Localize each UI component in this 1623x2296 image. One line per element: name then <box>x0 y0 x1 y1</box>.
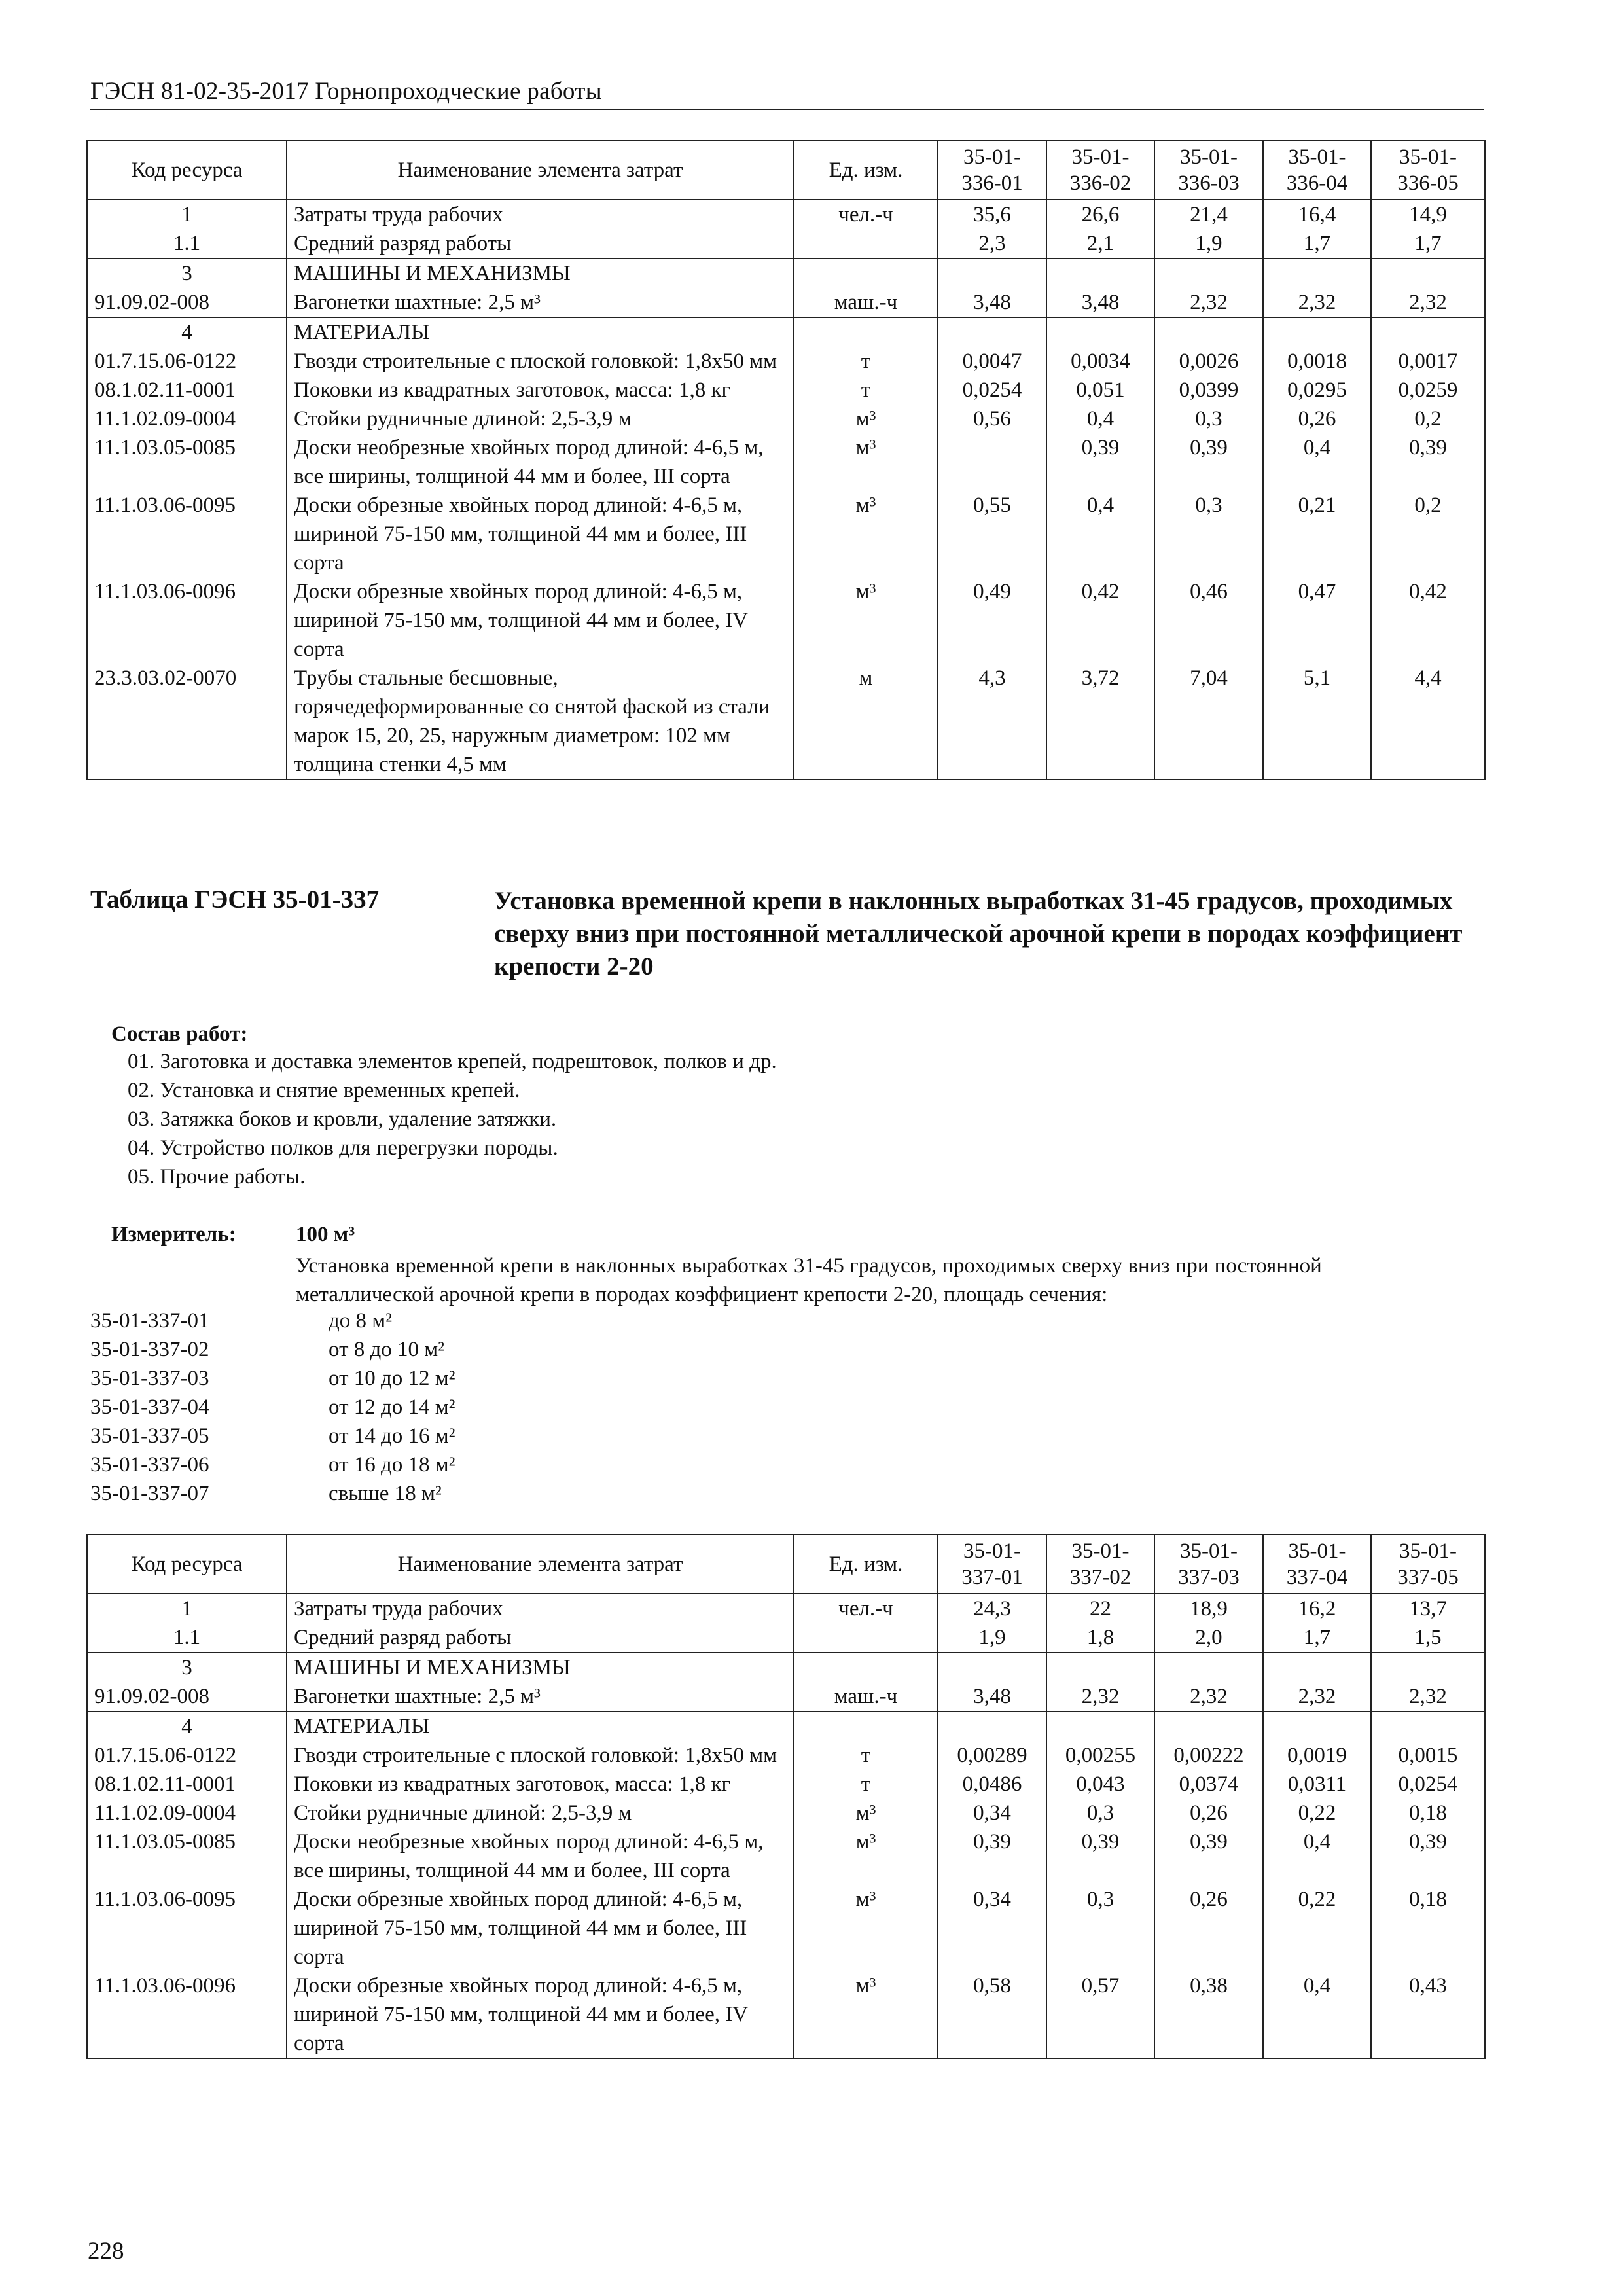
cell-value: 0,34 <box>938 1799 1046 1827</box>
cell-value: 0,34 <box>938 1885 1046 1971</box>
cell-value: 0,42 <box>1046 577 1154 664</box>
cell-value: 0,0311 <box>1263 1770 1371 1799</box>
cell-value: 0,0399 <box>1154 376 1263 404</box>
measure-value: 100 м³ <box>296 1223 355 1246</box>
cell-value <box>938 1712 1046 1741</box>
work-composition-heading: Состав работ: <box>111 1022 248 1046</box>
cell-value: 1,7 <box>1263 1623 1371 1653</box>
cell-value: 3,48 <box>938 1682 1046 1712</box>
table-row <box>87 1623 1485 1653</box>
cell-unit: м³ <box>794 1971 938 2058</box>
cell-value: 0,39 <box>938 1827 1046 1885</box>
col-header-variant: 35-01- 337-04 <box>1263 1535 1371 1594</box>
cell-value <box>938 1653 1046 1682</box>
col-header-variant: 35-01- 337-01 <box>938 1535 1046 1594</box>
cell-value: 2,32 <box>1371 288 1485 317</box>
cell-unit: маш.-ч <box>794 1682 938 1712</box>
cell-value: 1,5 <box>1371 1623 1485 1653</box>
cell-name: Стойки рудничные длиной: 2,5-3,9 м <box>287 404 794 433</box>
work-item: 02. Установка и снятие временных крепей. <box>128 1079 520 1102</box>
cell-value: 4,4 <box>1371 664 1485 780</box>
cell-unit: м³ <box>794 1827 938 1885</box>
cell-value: 0,0486 <box>938 1770 1046 1799</box>
cell-value <box>1154 1653 1263 1682</box>
table-row <box>87 229 1485 259</box>
table-body-336 <box>87 200 1485 780</box>
cell-value: 2,32 <box>1046 1682 1154 1712</box>
cell-value: 0,39 <box>1046 1827 1154 1885</box>
col-header-variant: 35-01- 337-03 <box>1154 1535 1263 1594</box>
table-row <box>87 288 1485 317</box>
col-header-name: Наименование элемента затрат <box>287 1535 794 1594</box>
table-row <box>87 1770 1485 1799</box>
cell-value: 0,3 <box>1046 1799 1154 1827</box>
cell-value: 0,0047 <box>938 347 1046 376</box>
cell-code: 4 <box>87 317 287 347</box>
cell-unit <box>794 1623 938 1653</box>
cell-value: 0,22 <box>1263 1799 1371 1827</box>
cell-name: МАТЕРИАЛЫ <box>287 317 794 347</box>
cell-value: 14,9 <box>1371 200 1485 229</box>
cell-code: 1.1 <box>87 1623 287 1653</box>
cell-code: 01.7.15.06-0122 <box>87 1741 287 1770</box>
cell-code: 23.3.03.02-0070 <box>87 664 287 780</box>
cell-unit: м³ <box>794 404 938 433</box>
cell-name: МАШИНЫ И МЕХАНИЗМЫ <box>287 1653 794 1682</box>
table-row <box>87 404 1485 433</box>
cell-name: Трубы стальные бесшовные, горячедеформированные со снятой фаской из стали марок 15, 20, 25, наружным диаметром: 102 мм толщина стенки 4,5 мм <box>287 664 794 780</box>
table-body-337 <box>87 1594 1485 2058</box>
cell-value: 18,9 <box>1154 1594 1263 1623</box>
table-row <box>87 1885 1485 1971</box>
table-row <box>87 1653 1485 1682</box>
col-header-name: Наименование элемента затрат <box>287 141 794 200</box>
cell-unit: т <box>794 1741 938 1770</box>
col-header-variant: 35-01- 337-02 <box>1046 1535 1154 1594</box>
cell-value: 0,39 <box>1371 433 1485 491</box>
cell-unit: м³ <box>794 433 938 491</box>
measure-description: Установка временной крепи в наклонных выработках 31-45 градусов, проходимых сверху вниз при постоянной металлической арочной крепи в породах коэффициент крепости 2-20, площадь сечения: <box>296 1254 1322 1306</box>
cell-value: 0,43 <box>1371 1971 1485 2058</box>
variant-area: свыше 18 м² <box>329 1482 442 1505</box>
table-header-row <box>87 1535 1485 1594</box>
col-header-unit: Ед. изм. <box>794 1535 938 1594</box>
table-row <box>87 664 1485 780</box>
table-row <box>87 433 1485 491</box>
cell-value: 0,26 <box>1263 404 1371 433</box>
col-header-variant: 35-01- 336-01 <box>938 141 1046 200</box>
cell-value: 0,0019 <box>1263 1741 1371 1770</box>
cell-value: 0,051 <box>1046 376 1154 404</box>
cell-value: 0,58 <box>938 1971 1046 2058</box>
cell-value: 2,1 <box>1046 229 1154 259</box>
col-header-variant: 35-01- 336-03 <box>1154 141 1263 200</box>
cell-value <box>938 317 1046 347</box>
cell-unit: т <box>794 347 938 376</box>
cell-name: Доски обрезные хвойных пород длиной: 4-6,5 м, шириной 75-150 мм, толщиной 44 мм и более, IV сорта <box>287 1971 794 2058</box>
cell-name: Затраты труда рабочих <box>287 1594 794 1623</box>
cell-name: Стойки рудничные длиной: 2,5-3,9 м <box>287 1799 794 1827</box>
cell-name: Доски обрезные хвойных пород длиной: 4-6,5 м, шириной 75-150 мм, толщиной 44 мм и более, IV сорта <box>287 577 794 664</box>
col-header-code: Код ресурса <box>87 141 287 200</box>
cell-value <box>1154 259 1263 288</box>
table-row <box>87 347 1485 376</box>
col-header-variant: 35-01- 336-02 <box>1046 141 1154 200</box>
cell-value: 0,00289 <box>938 1741 1046 1770</box>
cell-unit <box>794 229 938 259</box>
cell-value: 0,3 <box>1154 404 1263 433</box>
header-rule <box>90 109 1484 110</box>
cell-name: МАТЕРИАЛЫ <box>287 1712 794 1741</box>
cell-value: 5,1 <box>1263 664 1371 780</box>
cell-value: 0,42 <box>1371 577 1485 664</box>
cell-value: 0,18 <box>1371 1885 1485 1971</box>
col-header-variant: 35-01- 336-05 <box>1371 141 1485 200</box>
cell-value <box>1263 317 1371 347</box>
cell-value <box>1046 317 1154 347</box>
cell-name: Вагонетки шахтные: 2,5 м³ <box>287 288 794 317</box>
cell-value: 0,38 <box>1154 1971 1263 2058</box>
cell-code: 11.1.03.06-0096 <box>87 577 287 664</box>
cell-value <box>1046 1712 1154 1741</box>
col-header-unit: Ед. изм. <box>794 141 938 200</box>
cell-value: 13,7 <box>1371 1594 1485 1623</box>
cell-value: 0,00222 <box>1154 1741 1263 1770</box>
work-item: 03. Затяжка боков и кровли, удаление затяжки. <box>128 1107 557 1131</box>
resource-table-337 <box>86 1534 1486 2059</box>
variant-area: от 12 до 14 м² <box>329 1395 455 1419</box>
page-header: ГЭСН 81-02-35-2017 Горнопроходческие работы <box>90 78 602 105</box>
cell-value <box>938 433 1046 491</box>
cell-value: 0,56 <box>938 404 1046 433</box>
cell-code: 3 <box>87 259 287 288</box>
cell-value: 0,21 <box>1263 491 1371 577</box>
variant-code: 35-01-337-04 <box>90 1395 209 1419</box>
cell-value: 2,32 <box>1263 1682 1371 1712</box>
cell-value: 2,3 <box>938 229 1046 259</box>
cell-code: 1.1 <box>87 229 287 259</box>
cell-value: 3,48 <box>1046 288 1154 317</box>
cell-name: Поковки из квадратных заготовок, масса: 1,8 кг <box>287 1770 794 1799</box>
variant-code: 35-01-337-06 <box>90 1453 209 1477</box>
cell-unit <box>794 259 938 288</box>
cell-value: 0,4 <box>1046 491 1154 577</box>
cell-value: 0,0254 <box>938 376 1046 404</box>
cell-value: 21,4 <box>1154 200 1263 229</box>
cell-value: 2,0 <box>1154 1623 1263 1653</box>
cell-name: Вагонетки шахтные: 2,5 м³ <box>287 1682 794 1712</box>
table-header-row <box>87 141 1485 200</box>
cell-code: 1 <box>87 200 287 229</box>
cell-value: 0,2 <box>1371 404 1485 433</box>
table-row <box>87 259 1485 288</box>
cell-value: 0,0017 <box>1371 347 1485 376</box>
table-row <box>87 491 1485 577</box>
cell-value: 2,32 <box>1263 288 1371 317</box>
cell-name: МАШИНЫ И МЕХАНИЗМЫ <box>287 259 794 288</box>
table-row <box>87 317 1485 347</box>
variant-area: от 16 до 18 м² <box>329 1453 455 1477</box>
cell-value: 0,26 <box>1154 1885 1263 1971</box>
cell-code: 11.1.03.05-0085 <box>87 433 287 491</box>
cell-code: 08.1.02.11-0001 <box>87 1770 287 1799</box>
cell-unit: м³ <box>794 491 938 577</box>
cell-value: 0,0015 <box>1371 1741 1485 1770</box>
cell-value <box>1371 259 1485 288</box>
measure-label: Измеритель: <box>111 1223 236 1246</box>
variant-area: от 10 до 12 м² <box>329 1367 455 1390</box>
cell-code: 91.09.02-008 <box>87 1682 287 1712</box>
table-row <box>87 1827 1485 1885</box>
table-row <box>87 376 1485 404</box>
cell-value: 0,26 <box>1154 1799 1263 1827</box>
cell-value: 1,8 <box>1046 1623 1154 1653</box>
cell-value: 0,043 <box>1046 1770 1154 1799</box>
cell-value <box>1263 1712 1371 1741</box>
work-item: 04. Устройство полков для перегрузки породы. <box>128 1136 558 1160</box>
cell-unit: т <box>794 1770 938 1799</box>
cell-value: 35,6 <box>938 200 1046 229</box>
cell-code: 11.1.03.05-0085 <box>87 1827 287 1885</box>
cell-code: 11.1.03.06-0096 <box>87 1971 287 2058</box>
cell-code: 11.1.02.09-0004 <box>87 1799 287 1827</box>
table-row <box>87 1971 1485 2058</box>
cell-unit: м³ <box>794 1885 938 1971</box>
cell-value: 0,0034 <box>1046 347 1154 376</box>
table-row <box>87 1799 1485 1827</box>
cell-unit <box>794 1653 938 1682</box>
cell-unit: маш.-ч <box>794 288 938 317</box>
cell-value: 0,0254 <box>1371 1770 1485 1799</box>
cell-value: 4,3 <box>938 664 1046 780</box>
cell-code: 4 <box>87 1712 287 1741</box>
cell-name: Доски обрезные хвойных пород длиной: 4-6,5 м, шириной 75-150 мм, толщиной 44 мм и более, III сорта <box>287 1885 794 1971</box>
cell-value <box>1371 317 1485 347</box>
work-item: 01. Заготовка и доставка элементов крепей, подрештовок, полков и др. <box>128 1050 777 1073</box>
page-number: 228 <box>88 2238 124 2265</box>
cell-value <box>1371 1653 1485 1682</box>
cell-name: Гвозди строительные с плоской головкой: 1,8x50 мм <box>287 1741 794 1770</box>
cell-value: 0,39 <box>1046 433 1154 491</box>
cell-value: 16,2 <box>1263 1594 1371 1623</box>
cell-value: 1,9 <box>1154 229 1263 259</box>
variant-code: 35-01-337-02 <box>90 1338 209 1361</box>
cell-unit: м³ <box>794 577 938 664</box>
cell-value: 0,4 <box>1046 404 1154 433</box>
variant-area: до 8 м² <box>329 1309 393 1333</box>
work-item: 05. Прочие работы. <box>128 1165 306 1189</box>
cell-value: 0,0259 <box>1371 376 1485 404</box>
table-row <box>87 1594 1485 1623</box>
cell-value <box>1046 259 1154 288</box>
cell-name: Доски обрезные хвойных пород длиной: 4-6,5 м, шириной 75-150 мм, толщиной 44 мм и более, III сорта <box>287 491 794 577</box>
cell-name: Поковки из квадратных заготовок, масса: 1,8 кг <box>287 376 794 404</box>
cell-value <box>1046 1653 1154 1682</box>
table-row <box>87 1712 1485 1741</box>
cell-code: 11.1.03.06-0095 <box>87 491 287 577</box>
cell-value: 3,72 <box>1046 664 1154 780</box>
cell-name: Средний разряд работы <box>287 229 794 259</box>
cell-value: 0,18 <box>1371 1799 1485 1827</box>
cell-value <box>938 259 1046 288</box>
cell-value: 0,3 <box>1154 491 1263 577</box>
variant-area: от 14 до 16 м² <box>329 1424 455 1448</box>
cell-value: 0,0026 <box>1154 347 1263 376</box>
col-header-variant: 35-01- 336-04 <box>1263 141 1371 200</box>
variant-code: 35-01-337-01 <box>90 1309 209 1333</box>
cell-value <box>1263 1653 1371 1682</box>
cell-value: 0,47 <box>1263 577 1371 664</box>
cell-value: 2,32 <box>1154 288 1263 317</box>
cell-value: 0,0295 <box>1263 376 1371 404</box>
cell-code: 11.1.03.06-0095 <box>87 1885 287 1971</box>
cell-unit: м <box>794 664 938 780</box>
cell-unit: м³ <box>794 1799 938 1827</box>
variant-code: 35-01-337-03 <box>90 1367 209 1390</box>
table-row <box>87 1682 1485 1712</box>
cell-unit <box>794 317 938 347</box>
cell-code: 3 <box>87 1653 287 1682</box>
cell-value: 1,9 <box>938 1623 1046 1653</box>
table-row <box>87 577 1485 664</box>
cell-value: 1,7 <box>1371 229 1485 259</box>
variant-code: 35-01-337-07 <box>90 1482 209 1505</box>
variant-code: 35-01-337-05 <box>90 1424 209 1448</box>
cell-value: 0,0374 <box>1154 1770 1263 1799</box>
cell-code: 1 <box>87 1594 287 1623</box>
variant-area: от 8 до 10 м² <box>329 1338 445 1361</box>
cell-value: 3,48 <box>938 288 1046 317</box>
cell-name: Затраты труда рабочих <box>287 200 794 229</box>
cell-value: 0,00255 <box>1046 1741 1154 1770</box>
cell-unit: чел.-ч <box>794 200 938 229</box>
cell-unit: чел.-ч <box>794 1594 938 1623</box>
cell-value: 0,2 <box>1371 491 1485 577</box>
cell-code: 91.09.02-008 <box>87 288 287 317</box>
table-label: Таблица ГЭСН 35-01-337 <box>90 886 380 914</box>
cell-value <box>1371 1712 1485 1741</box>
cell-value: 0,3 <box>1046 1885 1154 1971</box>
resource-table-336 <box>86 140 1486 780</box>
cell-value: 0,4 <box>1263 1971 1371 2058</box>
cell-value: 2,32 <box>1371 1682 1485 1712</box>
col-header-code: Код ресурса <box>87 1535 287 1594</box>
cell-code: 08.1.02.11-0001 <box>87 376 287 404</box>
cell-value: 26,6 <box>1046 200 1154 229</box>
cell-unit: т <box>794 376 938 404</box>
cell-value: 0,39 <box>1154 1827 1263 1885</box>
cell-value: 0,4 <box>1263 433 1371 491</box>
cell-value: 0,49 <box>938 577 1046 664</box>
cell-value: 0,22 <box>1263 1885 1371 1971</box>
cell-value: 0,0018 <box>1263 347 1371 376</box>
cell-value: 7,04 <box>1154 664 1263 780</box>
cell-code: 01.7.15.06-0122 <box>87 347 287 376</box>
cell-value: 0,39 <box>1154 433 1263 491</box>
cell-unit <box>794 1712 938 1741</box>
cell-code: 11.1.02.09-0004 <box>87 404 287 433</box>
cell-name: Доски необрезные хвойных пород длиной: 4-6,5 м, все ширины, толщиной 44 мм и более, III сорта <box>287 433 794 491</box>
cell-value: 24,3 <box>938 1594 1046 1623</box>
cell-value: 0,4 <box>1263 1827 1371 1885</box>
cell-value: 2,32 <box>1154 1682 1263 1712</box>
cell-value: 22 <box>1046 1594 1154 1623</box>
cell-value: 0,57 <box>1046 1971 1154 2058</box>
cell-value <box>1154 317 1263 347</box>
cell-value <box>1154 1712 1263 1741</box>
table-title: Установка временной крепи в наклонных выработках 31-45 градусов, проходимых сверху вниз при постоянной металлической арочной крепи в породах коэффициент крепости 2-20 <box>494 887 1463 980</box>
cell-value: 16,4 <box>1263 200 1371 229</box>
table-row <box>87 1741 1485 1770</box>
cell-value: 0,46 <box>1154 577 1263 664</box>
cell-name: Доски необрезные хвойных пород длиной: 4-6,5 м, все ширины, толщиной 44 мм и более, III сорта <box>287 1827 794 1885</box>
col-header-variant: 35-01- 337-05 <box>1371 1535 1485 1594</box>
cell-value: 1,7 <box>1263 229 1371 259</box>
cell-value <box>1263 259 1371 288</box>
cell-value: 0,55 <box>938 491 1046 577</box>
cell-name: Средний разряд работы <box>287 1623 794 1653</box>
table-row <box>87 200 1485 229</box>
cell-value: 0,39 <box>1371 1827 1485 1885</box>
cell-name: Гвозди строительные с плоской головкой: 1,8x50 мм <box>287 347 794 376</box>
